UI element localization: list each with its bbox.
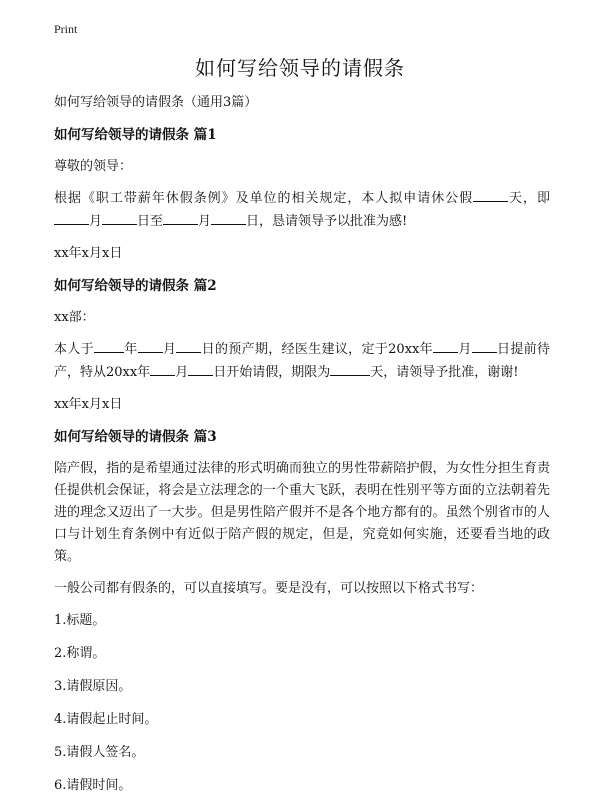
text-fragment: 日，恳请领导予以批准为感!: [246, 214, 408, 229]
section-1-body: [54, 187, 550, 233]
salutation-1: 尊敬的领导：: [54, 159, 133, 174]
text-fragment: 根据《职工带薪年休假条例》及单位的相关规定，本人拟申请休公假: [54, 191, 474, 206]
section-heading-3: 如何写给领导的请假条 篇3: [54, 429, 217, 445]
list-item: 5.请假人签名。: [54, 745, 145, 760]
text-fragment: 月: [175, 365, 189, 380]
date-line-2: xx年x月x日: [54, 397, 123, 412]
fill-blank: [433, 338, 458, 353]
section-heading-1: 如何写给领导的请假条 篇1: [54, 127, 217, 143]
text-fragment: 月: [162, 342, 177, 357]
fill-blank: [472, 338, 497, 353]
fill-blank: [163, 210, 198, 225]
fill-blank: [176, 338, 201, 353]
fill-blank: [150, 361, 175, 376]
list-item: 3.请假原因。: [54, 679, 132, 694]
text-fragment: 日至: [137, 214, 164, 229]
text-fragment: 天，请领导予批准，谢谢!: [370, 365, 519, 380]
print-link[interactable]: Print: [54, 22, 78, 36]
fill-blank: [211, 210, 246, 225]
list-item: 1.标题。: [54, 613, 106, 628]
text-fragment: 月: [198, 214, 212, 229]
fill-blank: [102, 210, 137, 225]
section-3-paragraph-2: 一般公司都有假条的，可以直接填写。要是没有，可以按照以下格式书写：: [54, 581, 484, 596]
fill-blank: [473, 187, 508, 202]
text-fragment: 日的预产期，经医生建议，定于20xx年: [201, 342, 434, 357]
fill-blank: [188, 361, 213, 376]
document-intro: 如何写给领导的请假条（通用3篇）: [54, 95, 258, 110]
document-title: 如何写给领导的请假条: [195, 56, 405, 80]
list-item: 2.称谓。: [54, 646, 106, 661]
list-item: 4.请假起止时间。: [54, 712, 158, 727]
salutation-2: xx部：: [54, 310, 95, 325]
fill-blank: [54, 210, 89, 225]
text-fragment: 日提前待产，特从20xx年: [54, 342, 550, 380]
section-heading-2: 如何写给领导的请假条 篇2: [54, 278, 217, 294]
section-3-paragraph-1: 陪产假，指的是希望通过法律的形式明确而独立的男性带薪陪护假，为女性分担生育责任提供机会保证，将会是立法理念的一个重大飞跃，表明在性别平等方面的立法朝着先进的理念又迈出了一大步。但是男性陪产假并不是各个地方都有的。虽然个别省市的人口与计划生育条例中有近似于陪产假的规定，但是，究竟如何实施，还要看当地的政策。: [54, 461, 550, 564]
document-body: [54, 92, 550, 808]
date-line-1: xx年x月x日: [54, 246, 123, 261]
text-fragment: 本人于: [54, 342, 94, 357]
list-item: 6.请假时间。: [54, 778, 132, 793]
text-fragment: 天，即: [508, 191, 550, 206]
text-fragment: 年: [123, 342, 138, 357]
fill-blank: [138, 338, 163, 353]
text-fragment: 日开始请假，期限为: [213, 365, 331, 380]
text-fragment: 月: [89, 214, 103, 229]
fill-blank: [330, 361, 370, 376]
text-fragment: 月: [458, 342, 472, 357]
fill-blank: [94, 338, 124, 353]
section-2-body: [54, 338, 550, 384]
